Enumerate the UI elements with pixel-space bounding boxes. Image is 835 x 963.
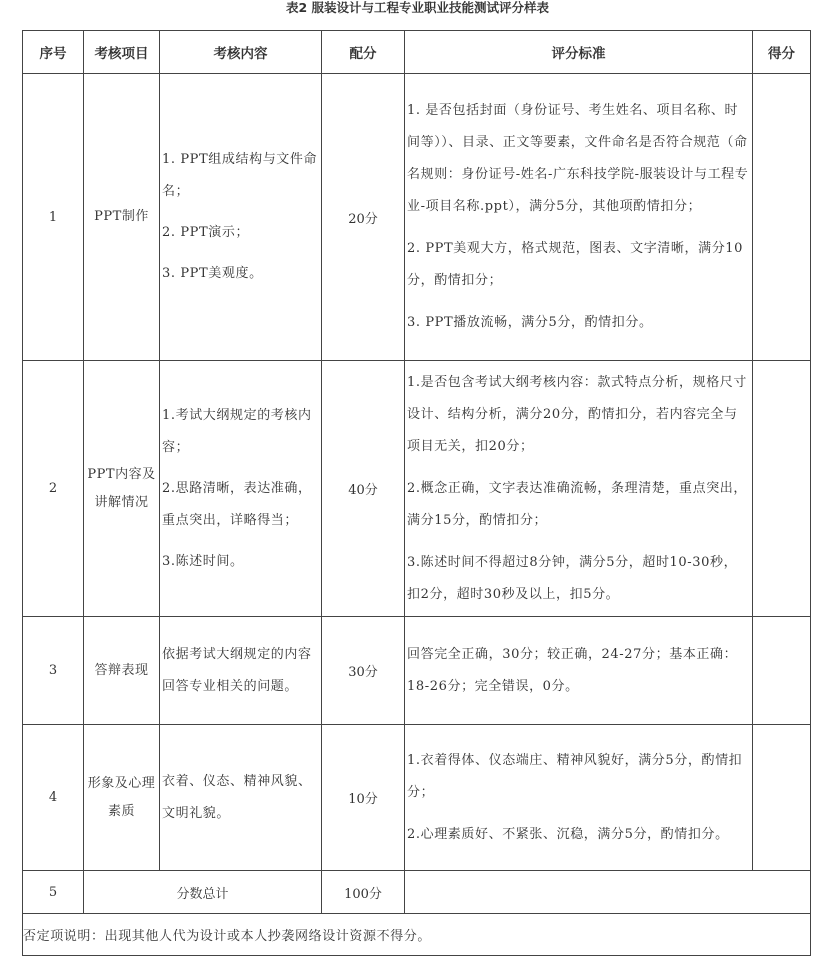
row-content — [160, 74, 322, 361]
criteria-item: 3.陈述时间不得超过8分钟，满分5分，超时10-30秒，扣2分，超时30秒及以上，扣5分。 — [407, 554, 738, 602]
table-row — [23, 361, 811, 617]
header-project: 考核项目 — [84, 31, 160, 74]
table-row — [23, 725, 811, 871]
row-project: 形象及心理素质 — [84, 725, 160, 871]
row-content — [160, 725, 322, 871]
criteria-item: 回答完全正确，30分；较正确，24-27分；基本正确：18-26分；完全错误，0分。 — [407, 646, 738, 694]
note-row — [23, 914, 811, 956]
content-item: 3.陈述时间。 — [162, 553, 244, 569]
veto-note: 否定项说明：出现其他人代为设计或本人抄袭网络设计资源不得分。 — [23, 914, 811, 956]
total-points: 100分 — [322, 871, 405, 914]
table-title: 表2 服装设计与工程专业职业技能测试评分样表 — [285, 0, 550, 15]
header-row — [23, 31, 811, 74]
row-index: 4 — [23, 725, 84, 871]
scoring-table — [22, 30, 811, 956]
content-item: 2. PPT演示； — [162, 225, 250, 240]
content-item: 3. PPT美观度。 — [162, 266, 263, 281]
row-index: 2 — [23, 361, 84, 617]
row-score — [753, 617, 811, 725]
row-criteria — [405, 74, 753, 361]
row-content — [160, 361, 322, 617]
criteria-item: 2. PPT美观大方，格式规范，图表、文字清晰，满分10分，酌情扣分； — [407, 241, 744, 288]
row-points: 30分 — [322, 617, 405, 725]
row-criteria — [405, 361, 753, 617]
row-criteria — [405, 725, 753, 871]
row-content — [160, 617, 322, 725]
table-row — [23, 74, 811, 361]
row-project: 答辩表现 — [84, 617, 160, 725]
criteria-item: 2.心理素质好、不紧张、沉稳，满分5分，酌情扣分。 — [407, 826, 729, 842]
content-item: 依据考试大纲规定的内容回答专业相关的问题。 — [162, 646, 312, 694]
content-item: 衣着、仪态、精神风貌、文明礼貌。 — [162, 773, 312, 821]
total-label: 分数总计 — [84, 871, 322, 914]
row-project: PPT制作 — [84, 74, 160, 361]
row-score — [753, 725, 811, 871]
row-points: 20分 — [322, 74, 405, 361]
criteria-item: 1. 是否包括封面（身份证号、考生姓名、项目名称、时间等））、目录、正文等要素，文件命名是否符合规范（命名规则：身份证号-姓名-广东科技学院-服装设计与工程专业-项目名称.ppt），满分5分，其他项酌情扣分； — [407, 103, 749, 214]
criteria-item: 1.是否包含考试大纲考核内容：款式特点分析，规格尺寸设计、结构分析，满分20分，酌情扣分，若内容完全与项目无关，扣20分； — [407, 374, 748, 454]
total-blank — [405, 871, 811, 914]
criteria-item: 3. PPT播放流畅，满分5分，酌情扣分。 — [407, 315, 653, 330]
row-points: 10分 — [322, 725, 405, 871]
content-item: 1. PPT组成结构与文件命名； — [162, 152, 318, 199]
header-content: 考核内容 — [160, 31, 322, 74]
row-score — [753, 361, 811, 617]
row-index: 1 — [23, 74, 84, 361]
row-project: PPT内容及讲解情况 — [84, 361, 160, 617]
table-row — [23, 617, 811, 725]
content-item: 1.考试大纲规定的考核内容； — [162, 407, 312, 455]
total-row — [23, 871, 811, 914]
header-points: 配分 — [322, 31, 405, 74]
header-score: 得分 — [753, 31, 811, 74]
content-item: 2.思路清晰，表达准确，重点突出，详略得当； — [162, 480, 312, 528]
header-criteria: 评分标准 — [405, 31, 753, 74]
row-index: 3 — [23, 617, 84, 725]
criteria-item: 2.概念正确，文字表达准确流畅，条理清楚，重点突出，满分15分，酌情扣分； — [407, 480, 748, 528]
row-points: 40分 — [322, 361, 405, 617]
total-index: 5 — [23, 871, 84, 914]
row-score — [753, 74, 811, 361]
header-index: 序号 — [23, 31, 84, 74]
criteria-item: 1.衣着得体、仪态端庄、精神风貌好，满分5分，酌情扣分； — [407, 752, 743, 800]
row-criteria — [405, 617, 753, 725]
